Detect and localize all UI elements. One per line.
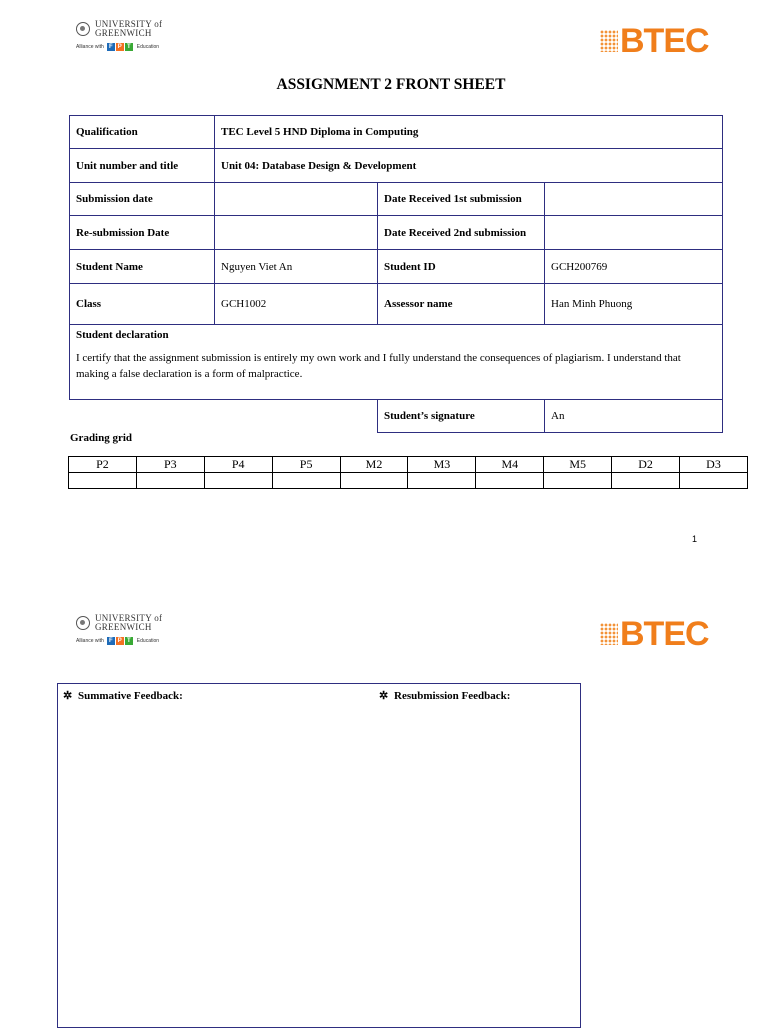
grade-header-row — [69, 457, 748, 473]
crest-icon — [76, 616, 90, 630]
grade-header: D2 — [612, 457, 680, 473]
class-value: GCH1002 — [215, 284, 378, 325]
btec-dots-icon — [600, 623, 618, 645]
alliance-suffix: Education — [136, 638, 160, 644]
grade-header: D3 — [680, 457, 748, 473]
grade-cell — [204, 473, 272, 489]
table-row — [70, 325, 723, 400]
class-label: Class — [70, 284, 215, 325]
grade-cell — [544, 473, 612, 489]
received-2nd-label: Date Received 2nd submission — [378, 216, 545, 250]
resubmission-date-value — [215, 216, 378, 250]
submission-date-value — [215, 183, 378, 216]
grade-cell — [408, 473, 476, 489]
table-row — [70, 216, 723, 250]
university-name: UNIVERSITY of GREENWICH — [95, 613, 163, 632]
grading-grid — [68, 456, 748, 489]
student-declaration — [70, 325, 723, 400]
grade-header: M2 — [340, 457, 408, 473]
student-id-value: GCH200769 — [545, 250, 723, 284]
blank-cell — [70, 400, 378, 433]
btec-wordmark: BTEC — [620, 615, 709, 653]
btec-logo — [600, 617, 709, 651]
student-name-value: Nguyen Viet An — [215, 250, 378, 284]
summative-feedback-label: Summative Feedback: — [78, 689, 183, 702]
university-logo — [76, 20, 175, 51]
summative-feedback-heading — [63, 689, 183, 702]
grade-cell — [612, 473, 680, 489]
gear-icon: ✲ — [379, 690, 389, 702]
unit-value: Unit 04: Database Design & Development — [215, 149, 723, 183]
declaration-text: I certify that the assignment submission is entirely my own work and I fully understand the consequences of plagiarism. I understand that making a false declaration is a form of malpractice. — [76, 352, 681, 380]
received-1st-label: Date Received 1st submission — [378, 183, 545, 216]
table-row — [70, 149, 723, 183]
grade-cell — [136, 473, 204, 489]
table-row — [70, 284, 723, 325]
qualification-value: TEC Level 5 HND Diploma in Computing — [215, 116, 723, 149]
student-id-label: Student ID — [378, 250, 545, 284]
grade-cell — [340, 473, 408, 489]
gear-icon: ✲ — [63, 690, 73, 702]
page-title: ASSIGNMENT 2 FRONT SHEET — [276, 76, 506, 93]
received-2nd-value — [545, 216, 723, 250]
btec-wordmark: BTEC — [620, 22, 709, 60]
grade-header: M4 — [476, 457, 544, 473]
received-1st-value — [545, 183, 723, 216]
grade-header: P5 — [272, 457, 340, 473]
grade-cell — [680, 473, 748, 489]
grade-header: M3 — [408, 457, 476, 473]
university-logo — [76, 614, 175, 645]
qualification-label: Qualification — [70, 116, 215, 149]
signature-label: Student’s signature — [378, 400, 545, 433]
resubmission-feedback-heading — [379, 689, 510, 702]
assessor-value: Han Minh Phuong — [545, 284, 723, 325]
crest-icon — [76, 22, 90, 36]
table-row — [70, 116, 723, 149]
submission-date-label: Submission date — [70, 183, 215, 216]
alliance-prefix: Alliance with — [76, 44, 104, 50]
unit-label: Unit number and title — [70, 149, 215, 183]
table-row — [70, 400, 723, 433]
resubmission-date-label: Re-submission Date — [70, 216, 215, 250]
btec-logo — [600, 24, 709, 58]
student-name-label: Student Name — [70, 250, 215, 284]
grade-value-row — [69, 473, 748, 489]
fpt-logo-icon: F P T — [107, 637, 134, 645]
feedback-box — [57, 683, 581, 1028]
declaration-title: Student declaration — [76, 329, 169, 341]
grade-cell — [476, 473, 544, 489]
signature-value: An — [545, 400, 723, 433]
alliance-prefix: Alliance with — [76, 638, 104, 644]
grade-header: P2 — [69, 457, 137, 473]
alliance-suffix: Education — [136, 44, 160, 50]
grading-grid-label: Grading grid — [70, 432, 133, 444]
grade-cell — [272, 473, 340, 489]
grade-header: M5 — [544, 457, 612, 473]
assessor-label: Assessor name — [378, 284, 545, 325]
grade-cell — [69, 473, 137, 489]
grade-header: P4 — [204, 457, 272, 473]
fpt-logo-icon: F P T — [107, 43, 134, 51]
grade-header: P3 — [136, 457, 204, 473]
front-sheet-table — [69, 115, 723, 433]
page-number: 1 — [692, 534, 698, 544]
table-row — [70, 250, 723, 284]
university-name: UNIVERSITY of GREENWICH — [95, 19, 163, 38]
btec-dots-icon — [600, 30, 618, 52]
resubmission-feedback-label: Resubmission Feedback: — [394, 689, 511, 702]
table-row — [70, 183, 723, 216]
